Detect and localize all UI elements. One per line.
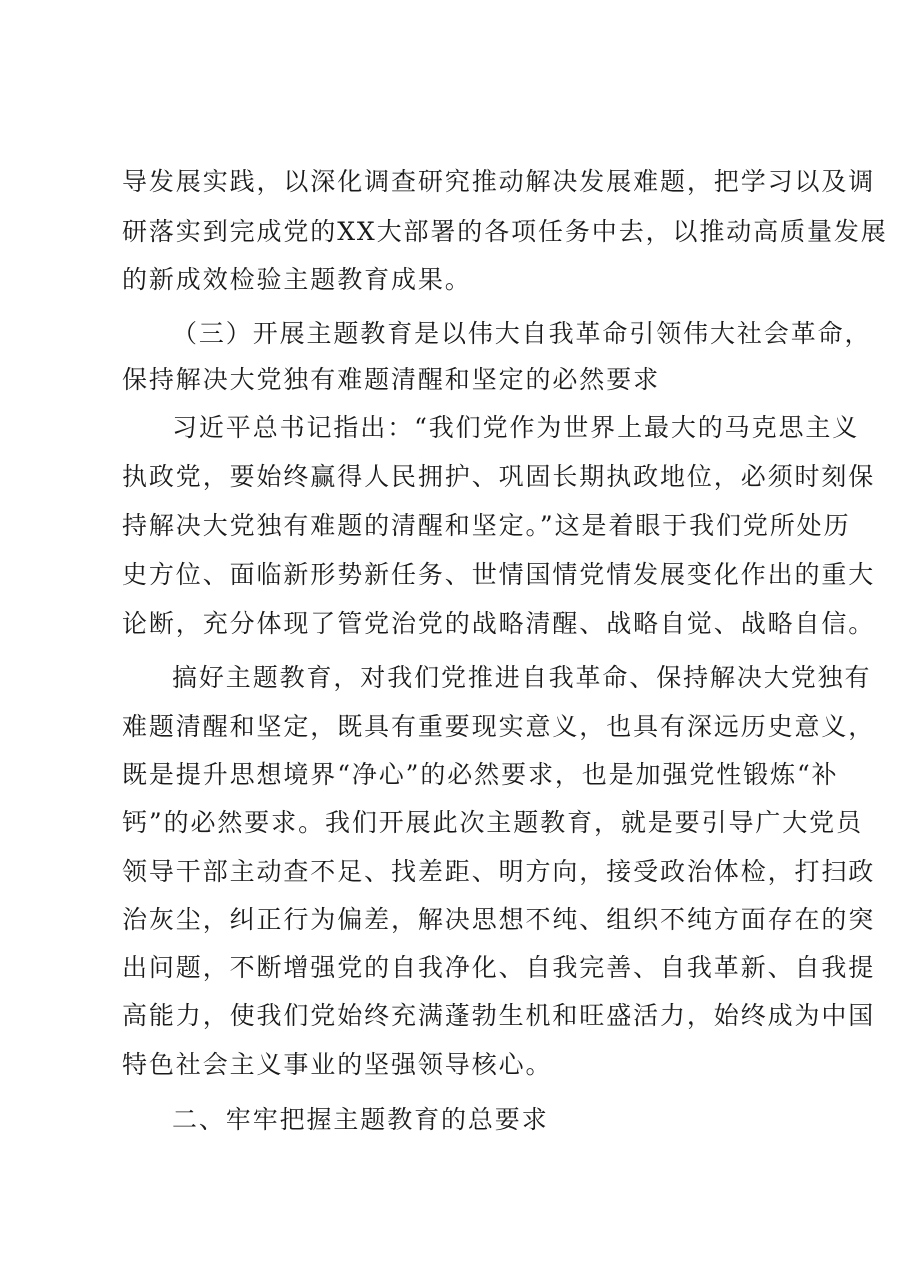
text-line: 习近平总书记指出：“我们党作为世界上最大的马克思主义 bbox=[172, 413, 860, 442]
text-line: 难题清醒和坚定，既具有重要现实意义，也具有深远历史意义， bbox=[122, 712, 876, 741]
chapter-heading: 二、牢牢把握主题教育的总要求 bbox=[172, 1105, 549, 1134]
section-heading: （三）开展主题教育是以伟大自我革命引领伟大社会革命， bbox=[172, 319, 872, 348]
text-line: 执政党，要始终赢得人民拥护、巩固长期执政地位，必须时刻保 bbox=[122, 462, 876, 491]
text-line: 史方位、面临新形势新任务、世情国情党情发展变化作出的重大 bbox=[122, 560, 876, 589]
text-line: 出问题，不断增强党的自我净化、自我完善、自我革新、自我提 bbox=[122, 953, 876, 982]
text-line: 高能力，使我们党始终充满蓬勃生机和旺盛活力，始终成为中国 bbox=[122, 1001, 876, 1030]
text-line: 研落实到完成党的XX大部署的各项任务中去，以推动高质量发展 bbox=[122, 217, 888, 246]
text-line: 既是提升思想境界“净心”的必然要求，也是加强党性锻炼“补 bbox=[122, 760, 839, 789]
text-line: 持解决大党独有难题的清醒和坚定。”这是着眼于我们党所处历 bbox=[122, 511, 851, 540]
section-heading: 保持解决大党独有难题清醒和坚定的必然要求 bbox=[122, 365, 661, 394]
text-line: 治灰尘，纠正行为偏差，解决思想不纯、组织不纯方面存在的突 bbox=[122, 905, 876, 934]
text-line: 导发展实践，以深化调查研究推动解决发展难题，把学习以及调 bbox=[122, 167, 876, 196]
text-line: 钙”的必然要求。我们开展此次主题教育，就是要引导广大党员 bbox=[122, 808, 863, 837]
text-line: 的新成效检验主题教育成果。 bbox=[122, 265, 472, 294]
text-line: 领导干部主动查不足、找差距、明方向，接受政治体检，打扫政 bbox=[122, 857, 876, 886]
text-line: 论断，充分体现了管党治党的战略清醒、战略自觉、战略自信。 bbox=[122, 609, 876, 638]
text-line: 搞好主题教育，对我们党推进自我革命、保持解决大党独有 bbox=[172, 663, 872, 692]
text-line: 特色社会主义事业的坚强领导核心。 bbox=[122, 1050, 553, 1079]
